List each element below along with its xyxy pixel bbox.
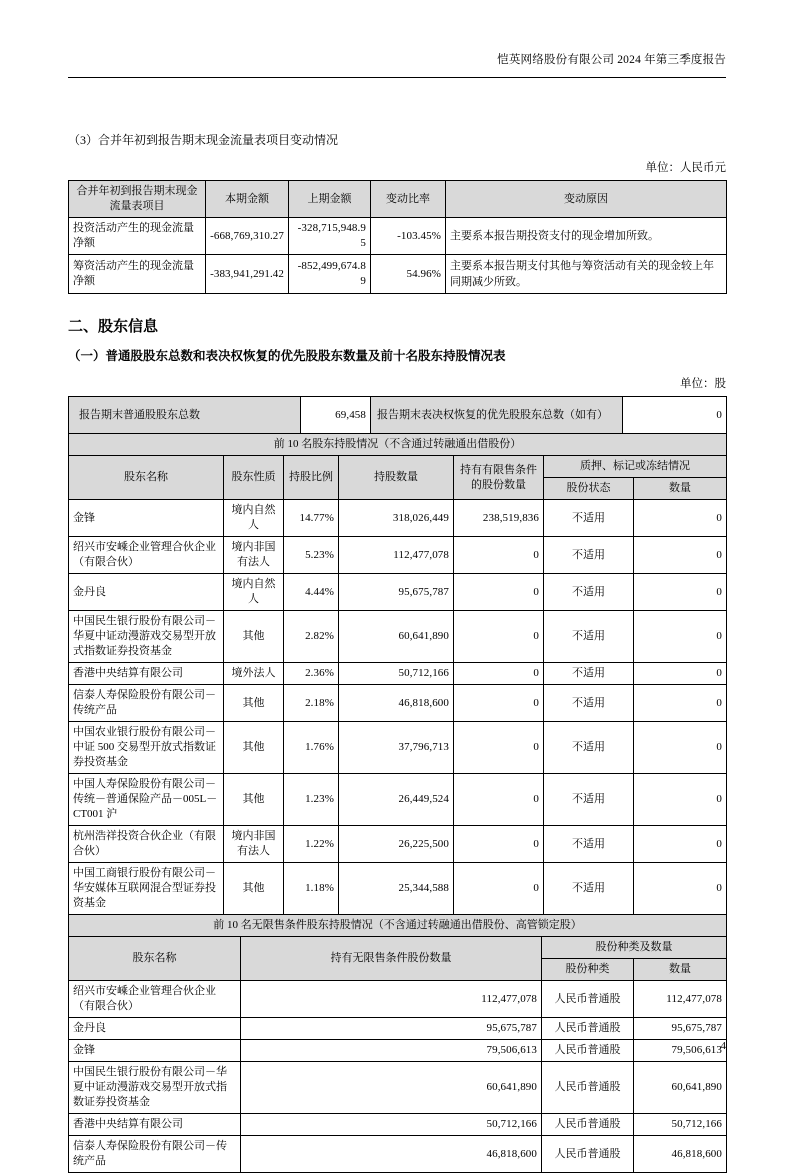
cell-holding-quantity: 60,641,890 [339, 611, 454, 663]
table-row [69, 1114, 727, 1136]
section-title-shareholder-info: 二、股东信息 [68, 318, 159, 335]
cell-pledge-amount: 0 [634, 500, 727, 537]
cell-share-status: 不适用 [544, 537, 634, 574]
cell-pledge-amount: 0 [634, 663, 727, 685]
table-header-row [69, 456, 727, 478]
label-ordinary-holders: 报告期末普通股股东总数 [69, 397, 301, 434]
cell-reason: 主要系本报告期支付其他与筹资活动有关的现金较上年同期减少所致。 [446, 255, 727, 294]
cell-holding-ratio: 1.23% [284, 774, 339, 826]
cell-share-status: 不适用 [544, 611, 634, 663]
cell-shareholder-name: 信泰人寿保险股份有限公司－传统产品 [69, 1136, 241, 1173]
cashflow-table [68, 180, 727, 294]
cell-holding-quantity: 25,344,588 [339, 863, 454, 915]
table-row [69, 863, 727, 915]
cell-shareholder-name: 绍兴市安嵊企业管理合伙企业（有限合伙） [69, 537, 224, 574]
table-row [69, 981, 727, 1018]
cell-shareholder-name: 绍兴市安嵊企业管理合伙企业（有限合伙） [69, 981, 241, 1018]
table-row [69, 826, 727, 863]
col-header-pledge-amount: 数量 [634, 478, 727, 500]
table-header-row [69, 181, 727, 218]
cell-restricted-quantity: 0 [454, 774, 544, 826]
table-row [69, 218, 727, 255]
col-header-unrestricted-quantity: 持有无限售条件股份数量 [241, 937, 542, 981]
cell-pledge-amount: 0 [634, 537, 727, 574]
cell-share-kind: 人民币普通股 [542, 1114, 634, 1136]
cell-restricted-quantity: 0 [454, 826, 544, 863]
running-header: 恺英网络股份有限公司 2024 年第三季度报告 [497, 54, 726, 66]
cell-change: 54.96% [371, 255, 446, 294]
cell-holding-ratio: 2.82% [284, 611, 339, 663]
table-row [69, 663, 727, 685]
cell-previous: -328,715,948.95 [289, 218, 371, 255]
cell-holding-ratio: 14.77% [284, 500, 339, 537]
cell-item: 投资活动产生的现金流量净额 [69, 218, 206, 255]
subsection-title-shareholder-table: （一）普通股股东总数和表决权恢复的优先股股东数量及前十名股东持股情况表 [68, 349, 506, 363]
table-row [69, 1136, 727, 1173]
cell-share-status: 不适用 [544, 574, 634, 611]
cell-previous: -852,499,674.89 [289, 255, 371, 294]
cell-restricted-quantity: 0 [454, 863, 544, 915]
table-row [69, 722, 727, 774]
shareholder-count-table [68, 396, 727, 434]
col-header-nature: 股东性质 [224, 456, 284, 500]
cell-shareholder-name: 中国人寿保险股份有限公司－传统－普通保险产品－005L－CT001 沪 [69, 774, 224, 826]
table-row [69, 1018, 727, 1040]
cell-holding-ratio: 2.18% [284, 685, 339, 722]
value-preferred-holders: 0 [623, 397, 727, 434]
cell-holding-quantity: 46,818,600 [339, 685, 454, 722]
cell-restricted-quantity: 0 [454, 722, 544, 774]
col-header-kind-amount: 数量 [634, 959, 727, 981]
cell-kind-amount: 79,506,613 [634, 1040, 727, 1062]
cell-shareholder-name: 杭州浩祥投资合伙企业（有限合伙） [69, 826, 224, 863]
cell-holding-ratio: 5.23% [284, 537, 339, 574]
col-header-ratio: 持股比例 [284, 456, 339, 500]
cell-pledge-amount: 0 [634, 826, 727, 863]
col-header-share-kind: 股份种类 [542, 959, 634, 981]
cell-item: 筹资活动产生的现金流量净额 [69, 255, 206, 294]
cell-pledge-amount: 0 [634, 685, 727, 722]
cell-shareholder-name: 中国民生银行股份有限公司－华夏中证动漫游戏交易型开放式指数证券投资基金 [69, 1062, 241, 1114]
table-header-row [69, 937, 727, 959]
band-top10-title: 前 10 名股东持股情况（不含通过转融通出借股份） [69, 434, 727, 456]
cell-restricted-quantity: 238,519,836 [454, 500, 544, 537]
cell-holding-quantity: 26,449,524 [339, 774, 454, 826]
cell-shareholder-name: 信泰人寿保险股份有限公司－传统产品 [69, 685, 224, 722]
cell-holding-quantity: 95,675,787 [339, 574, 454, 611]
cell-pledge-amount: 0 [634, 774, 727, 826]
cell-pledge-amount: 0 [634, 574, 727, 611]
table-band-row [69, 915, 727, 937]
table-row [69, 537, 727, 574]
cell-unrestricted-quantity: 50,712,166 [241, 1114, 542, 1136]
col-header-name: 股东名称 [69, 456, 224, 500]
cell-share-kind: 人民币普通股 [542, 1018, 634, 1040]
cell-share-kind: 人民币普通股 [542, 1062, 634, 1114]
col-header-quantity: 持股数量 [339, 456, 454, 500]
col-header-item: 合并年初到报告期末现金流量表项目 [69, 181, 206, 218]
cell-share-kind: 人民币普通股 [542, 981, 634, 1018]
col-header-change: 变动比率 [371, 181, 446, 218]
cell-share-kind: 人民币普通股 [542, 1040, 634, 1062]
cell-shareholder-name: 中国工商银行股份有限公司－华安媒体互联网混合型证券投资基金 [69, 863, 224, 915]
cell-unrestricted-quantity: 112,477,078 [241, 981, 542, 1018]
cell-restricted-quantity: 0 [454, 611, 544, 663]
table-row [69, 774, 727, 826]
table-row [69, 611, 727, 663]
cell-kind-amount: 60,641,890 [634, 1062, 727, 1114]
cell-shareholder-name: 金丹良 [69, 574, 224, 611]
cell-shareholder-name: 金锋 [69, 500, 224, 537]
cell-pledge-amount: 0 [634, 611, 727, 663]
cell-current: -383,941,291.42 [206, 255, 289, 294]
cell-kind-amount: 95,675,787 [634, 1018, 727, 1040]
cell-share-status: 不适用 [544, 826, 634, 863]
cell-share-status: 不适用 [544, 863, 634, 915]
table-row [69, 1062, 727, 1114]
col-header-current: 本期金额 [206, 181, 289, 218]
cell-holding-ratio: 4.44% [284, 574, 339, 611]
col-header-previous: 上期金额 [289, 181, 371, 218]
cell-restricted-quantity: 0 [454, 663, 544, 685]
cell-shareholder-nature: 境外法人 [224, 663, 284, 685]
cell-shareholder-nature: 境内非国有法人 [224, 826, 284, 863]
col-header-restricted: 持有有限售条件的股份数量 [454, 456, 544, 500]
cell-share-status: 不适用 [544, 774, 634, 826]
cell-kind-amount: 46,818,600 [634, 1136, 727, 1173]
cell-pledge-amount: 0 [634, 863, 727, 915]
cell-unrestricted-quantity: 46,818,600 [241, 1136, 542, 1173]
cell-restricted-quantity: 0 [454, 574, 544, 611]
cell-change: -103.45% [371, 218, 446, 255]
cell-shareholder-name: 中国民生银行股份有限公司－华夏中证动漫游戏交易型开放式指数证券投资基金 [69, 611, 224, 663]
cell-holding-quantity: 112,477,078 [339, 537, 454, 574]
cell-shareholder-nature: 其他 [224, 685, 284, 722]
cell-share-status: 不适用 [544, 663, 634, 685]
cell-holding-quantity: 318,026,449 [339, 500, 454, 537]
cashflow-heading: （3）合并年初到报告期末现金流量表项目变动情况 [68, 133, 339, 147]
cell-shareholder-nature: 其他 [224, 774, 284, 826]
cell-share-status: 不适用 [544, 500, 634, 537]
cell-restricted-quantity: 0 [454, 537, 544, 574]
cell-shareholder-nature: 境内自然人 [224, 574, 284, 611]
cell-shareholder-nature: 其他 [224, 611, 284, 663]
cell-kind-amount: 112,477,078 [634, 981, 727, 1018]
cell-share-status: 不适用 [544, 722, 634, 774]
table-row [69, 500, 727, 537]
cell-shareholder-name: 中国农业银行股份有限公司－中证 500 交易型开放式指数证券投资基金 [69, 722, 224, 774]
col-header-kind-group: 股份种类及数量 [542, 937, 727, 959]
cell-shareholder-name: 香港中央结算有限公司 [69, 663, 224, 685]
cell-shareholder-nature: 境内自然人 [224, 500, 284, 537]
cell-shareholder-nature: 其他 [224, 722, 284, 774]
band-unrestricted-title: 前 10 名无限售条件股东持股情况（不含通过转融通出借股份、高管锁定股） [69, 915, 727, 937]
col-header-share-status: 股份状态 [544, 478, 634, 500]
cell-holding-ratio: 1.22% [284, 826, 339, 863]
col-header-pledge-group: 质押、标记或冻结情况 [544, 456, 727, 478]
header-rule [68, 77, 726, 78]
cell-share-kind: 人民币普通股 [542, 1136, 634, 1173]
table-row [69, 255, 727, 294]
cell-unrestricted-quantity: 79,506,613 [241, 1040, 542, 1062]
cell-current: -668,769,310.27 [206, 218, 289, 255]
table-row [69, 397, 727, 434]
cell-holding-quantity: 26,225,500 [339, 826, 454, 863]
cell-shareholder-name: 金锋 [69, 1040, 241, 1062]
cell-unrestricted-quantity: 95,675,787 [241, 1018, 542, 1040]
cell-shareholder-nature: 境内非国有法人 [224, 537, 284, 574]
cell-holding-quantity: 37,796,713 [339, 722, 454, 774]
cell-holding-ratio: 1.76% [284, 722, 339, 774]
table-row [69, 574, 727, 611]
cell-pledge-amount: 0 [634, 722, 727, 774]
cell-shareholder-name: 香港中央结算有限公司 [69, 1114, 241, 1136]
cell-holding-ratio: 2.36% [284, 663, 339, 685]
cell-shareholder-name: 金丹良 [69, 1018, 241, 1040]
cashflow-unit-label: 单位：人民币元 [645, 162, 726, 174]
cell-holding-ratio: 1.18% [284, 863, 339, 915]
col-header-reason: 变动原因 [446, 181, 727, 218]
cell-unrestricted-quantity: 60,641,890 [241, 1062, 542, 1114]
col-header-name: 股东名称 [69, 937, 241, 981]
table-band-row [69, 434, 727, 456]
cell-kind-amount: 50,712,166 [634, 1114, 727, 1136]
page-content [68, 130, 726, 1173]
shareholder-unit-label: 单位：股 [680, 378, 726, 390]
table-row [69, 685, 727, 722]
cell-shareholder-nature: 其他 [224, 863, 284, 915]
page-number: 4 [720, 1040, 726, 1052]
top10-shareholders-table [68, 433, 727, 915]
cell-restricted-quantity: 0 [454, 685, 544, 722]
cell-holding-quantity: 50,712,166 [339, 663, 454, 685]
value-ordinary-holders: 69,458 [301, 397, 371, 434]
cell-reason: 主要系本报告期投资支付的现金增加所致。 [446, 218, 727, 255]
label-preferred-holders: 报告期末表决权恢复的优先股股东总数（如有） [371, 397, 623, 434]
cell-share-status: 不适用 [544, 685, 634, 722]
